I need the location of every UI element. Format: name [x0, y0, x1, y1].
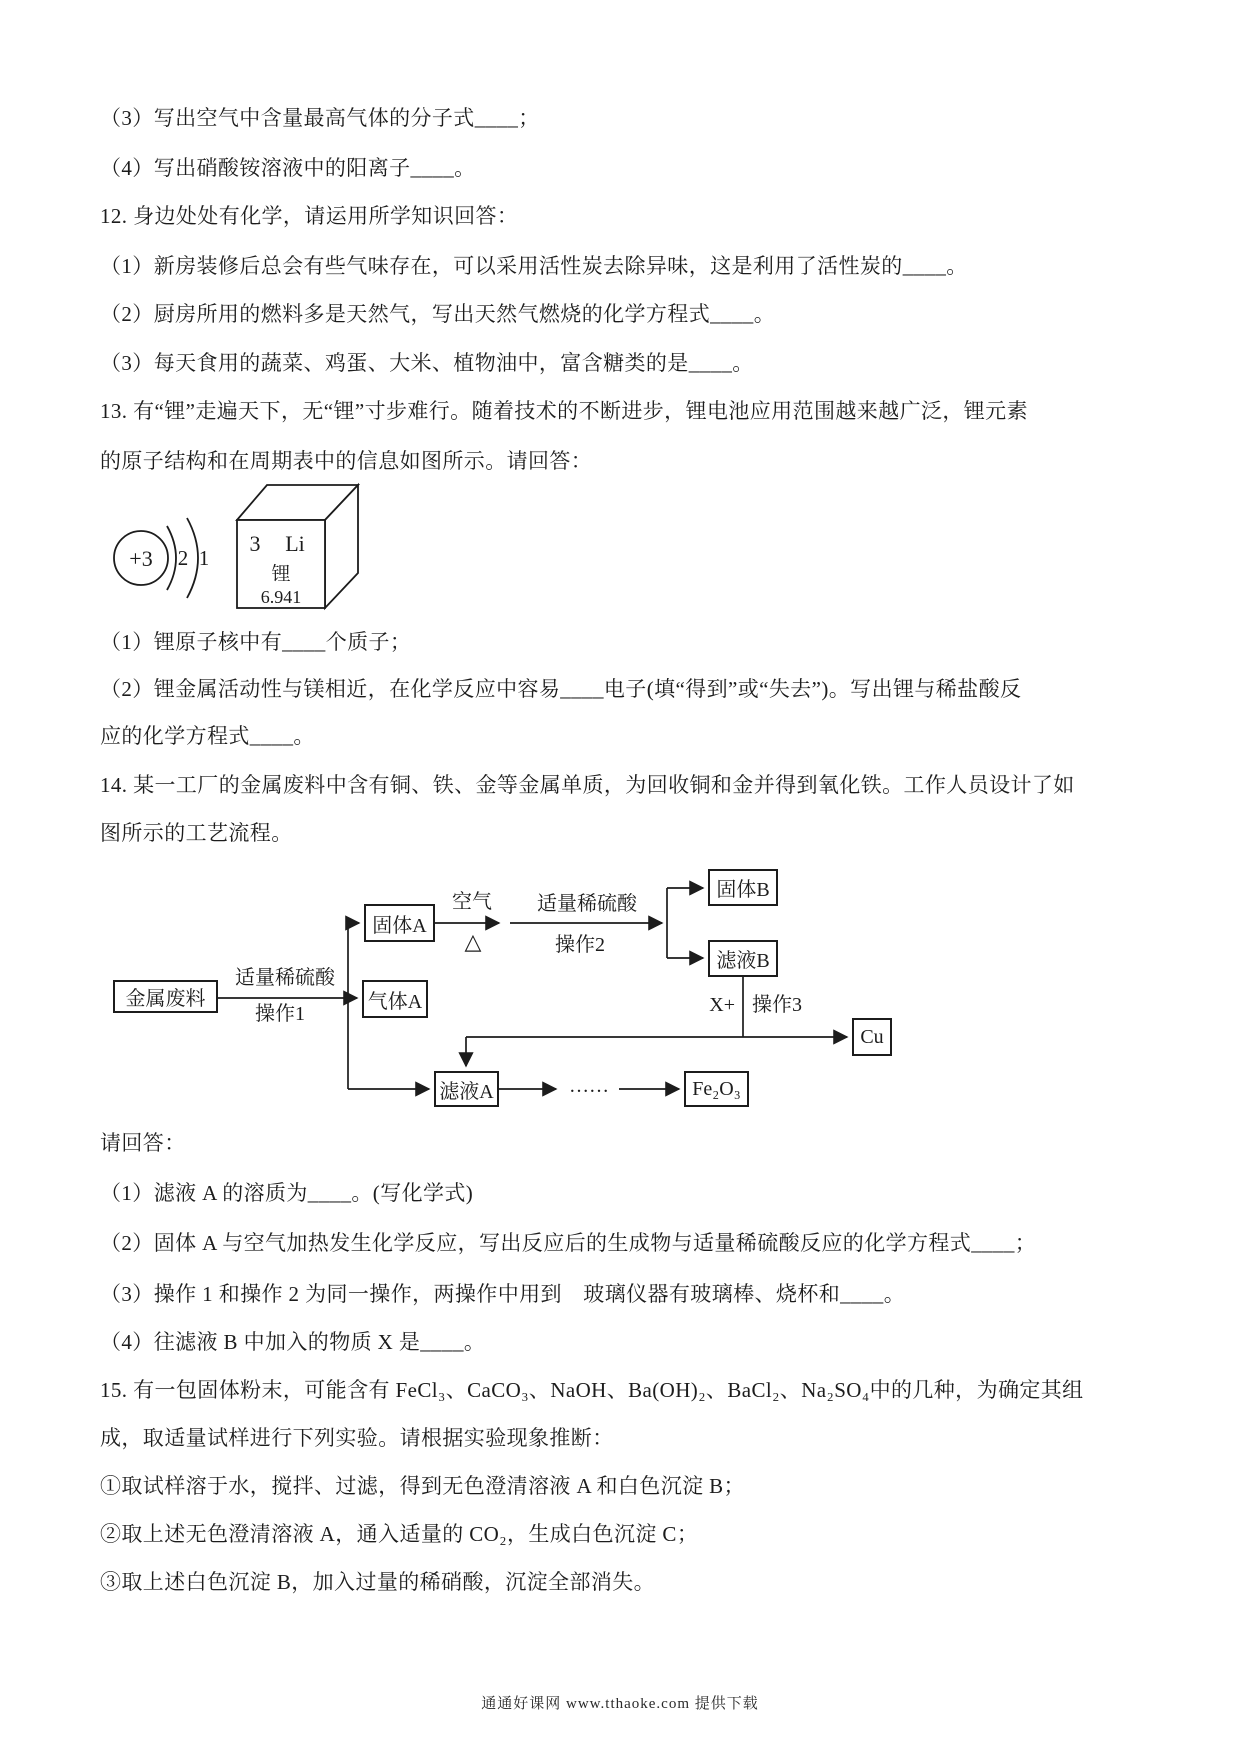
flow-label-air: 空气 [452, 891, 492, 913]
flow-label-dilute-acid-2: 适量稀硫酸 [537, 893, 637, 915]
q12-sub2: （2）厨房所用的燃料多是天然气，写出天然气燃烧的化学方程式____。 [100, 302, 776, 326]
q12-sub1: （1）新房装修后总会有些气味存在，可以采用活性炭去除异味，这是利用了活性炭的____。 [100, 254, 968, 278]
element-symbol: Li [285, 531, 305, 556]
flow-box-filtrate-a: 滤液A [434, 1071, 499, 1107]
footer-watermark: 通通好课网 www.tthaoke.com 提供下载 [481, 1696, 759, 1712]
flow-label-ellipsis: …… [569, 1075, 609, 1097]
q14-sub4: （4）往滤液 B 中加入的物质 X 是____。 [100, 1330, 486, 1354]
electron-shell-outer-arc [187, 518, 198, 598]
heat-triangle-label: △ [464, 929, 482, 954]
q12-sub3: （3）每天食用的蔬菜、鸡蛋、大米、植物油中，富含糖类的是____。 [100, 351, 754, 375]
q14-stem-line2: 图所示的工艺流程。 [100, 821, 293, 845]
flow-box-solid-a: 固体A [364, 904, 435, 942]
flow-label-op2: 操作2 [555, 934, 605, 956]
q14-sub3: （3）操作 1 和操作 2 为同一操作，两操作中用到 玻璃仪器有玻璃棒、烧杯和____。 [100, 1282, 906, 1306]
q11-sub4: （4）写出硝酸铵溶液中的阳离子____。 [100, 156, 476, 180]
q13-stem-line1: 13. 有“锂”走遍天下，无“锂”寸步难行。随着技术的不断进步，锂电池应用范围越来越广泛，锂元素 [100, 399, 1028, 423]
flow-box-gas-a: 气体A [362, 980, 428, 1018]
lithium-diagram [95, 478, 365, 618]
flow-box-metal-waste: 金属废料 [113, 980, 218, 1013]
q13-sub1: （1）锂原子核中有____个质子； [100, 630, 412, 654]
element-name: 锂 [271, 564, 291, 585]
element-mass: 6.941 [260, 587, 302, 607]
q15-stem-line1: 15. 有一包固体粉末，可能含有 FeCl₃、CaCO₃、NaOH、Ba(OH)₂、BaCl₂、Na₂SO₄中的几种，为确定其组 [100, 1378, 1084, 1402]
q14-sub1: （1）滤液 A 的溶质为____。(写化学式) [100, 1181, 474, 1205]
atom-nucleus-charge: +3 [129, 546, 153, 571]
flow-box-fe2o3: Fe₂O₃ [684, 1071, 749, 1107]
flow-label-op1: 操作1 [255, 1003, 305, 1025]
q12-stem: 12. 身边处处有化学，请运用所学知识回答： [100, 204, 519, 228]
q13-sub2-line1: （2）锂金属活动性与镁相近，在化学反应中容易____电子(填“得到”或“失去”)。写出锂与稀盐酸反 [100, 677, 1022, 701]
flow-box-cu: Cu [852, 1018, 892, 1056]
electron-count-inner: 2 [177, 546, 189, 570]
flow-label-x-plus: X+ [709, 994, 735, 1016]
q14-stem-line1: 14. 某一工厂的金属废料中含有铜、铁、金等金属单质，为回收铜和金并得到氧化铁。工作人员设计了如 [100, 773, 1075, 797]
flow-connectors [95, 780, 925, 1115]
q15-step3: ③取上述白色沉淀 B，加入过量的稀硝酸，沉淀全部消失。 [100, 1570, 656, 1594]
electron-count-outer: 1 [198, 546, 210, 570]
process-flow-diagram [95, 780, 925, 1115]
q15-step2: ②取上述无色澄清溶液 A，通入适量的 CO₂，生成白色沉淀 C； [100, 1522, 699, 1546]
q15-stem-line2: 成，取适量试样进行下列实验。请根据实验现象推断： [100, 1426, 614, 1450]
q15-step1: ①取试样溶于水，搅拌、过滤，得到无色澄清溶液 A 和白色沉淀 B； [100, 1474, 745, 1498]
q13-sub2-line2: 应的化学方程式____。 [100, 724, 315, 748]
flow-label-op3: 操作3 [752, 994, 802, 1016]
flow-box-filtrate-b: 滤液B [708, 940, 778, 977]
q13-stem-line2: 的原子结构和在周期表中的信息如图所示。请回答： [100, 449, 593, 473]
flow-label-dilute-acid-1: 适量稀硫酸 [235, 967, 335, 989]
element-atomic-number: 3 [249, 531, 261, 556]
q14-sub2: （2）固体 A 与空气加热发生化学反应，写出反应后的生成物与适量稀硫酸反应的化学方程式____； [100, 1231, 1037, 1255]
q11-sub3: （3）写出空气中含量最高气体的分子式____； [100, 106, 540, 130]
flow-box-solid-b: 固体B [708, 869, 778, 906]
q14-prompt: 请回答： [100, 1131, 186, 1155]
